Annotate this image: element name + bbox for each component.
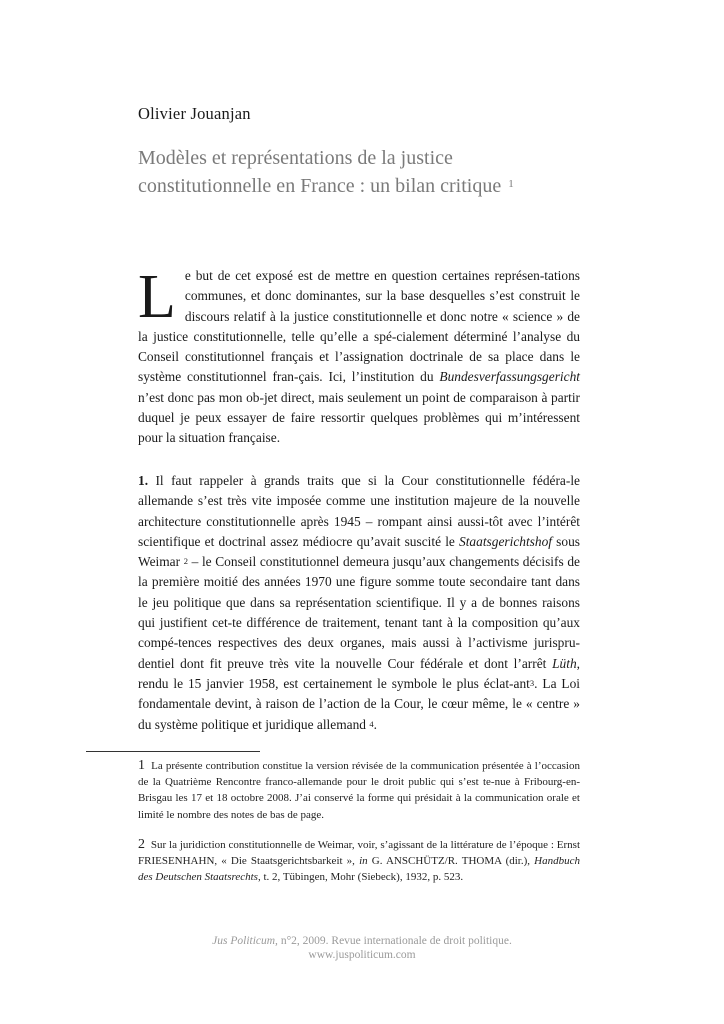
footnotes [138,758,580,899]
section-1-text-5: . La Loi fondamentale devint, à raison de l’action de la Cour, le cœur même, le « centre » du système politique et juridique allemand [138,675,581,732]
footnote-1-number: 1 [138,758,145,773]
footnote-2-italic: Handbuch des Deutschen Staatsrechts [138,855,580,884]
page-footer [0,934,724,962]
drop-cap: L [138,263,176,331]
article-title [138,144,608,200]
section-1-italic-staatsgerichtshof: Staatsgerichtshof [459,533,553,549]
footer-line-1 [0,934,724,948]
title-line-2 [138,172,608,200]
footnote-2-number: 2 [138,836,145,852]
footnote-ref-3[interactable]: 3 [529,677,535,688]
footnote-2-text-1: Sur la juridiction constitutionnelle de Weimar, voir, s’agissant de la littérature de l’époque : Ernst FRIESENHAHN, « Die Staatsgerichtsbarkeit », [138,838,581,868]
footnote-2 [138,837,580,886]
author-name: Olivier Jouanjan [138,104,251,123]
section-1-text-6: . [373,716,377,732]
footnote-2-in: in [359,855,368,868]
section-number: 1. [138,473,149,488]
footnote-2-text-3: , t. 2, Tübingen, Mohr (Siebeck), 1932, p. 523. [257,871,464,884]
paragraph-section-1 [138,471,580,735]
footer-line-1-rest: n°2, 2009. Revue internationale de droit politique. [277,935,512,947]
section-1-text-1: Il faut rappeler à grands traits que si la Cour constitutionnelle fédéra-le allemande s’est très vite imposée comme une institution majeure de la nouvelle architecture constitutionnelle après 1945 – rompant ainsi aussi-tôt avec l’intérêt scientifique et doctrinal assez médiocre qu’avait suscité le [138,473,580,549]
paragraph-intro-text-2: n’est donc pas mon ob-jet direct, mais seulement un point de comparaison à partir duquel je peux essayer de faire ressortir quelques problèmes qui m’intéressent pour la situation française. [138,389,580,446]
title-footnote-ref[interactable]: 1 [508,178,514,190]
footnote-ref-4[interactable]: 4 [369,718,374,729]
paragraph-intro-text-1: e but de cet exposé est de mettre en question certaines représen-tations communes, et donc dominantes, sur la base desquelles s’est construit le discours relatif à la justice constitutionnelle et donc notre « science » de la justice constitutionnelle, telle qu’elle a spé-cialement déterminé l’analyse du Conseil constitutionnel français et l’assignation doctrinale de sa place dans le système constitutionnel fran-çais. Ici, l’institution du [138,268,580,385]
paragraph-intro-italic: Bundesverfassungsgericht [439,369,580,385]
footnote-2-text-2: G. ANSCHÜTZ/R. THOMA (dir.), [367,855,535,868]
section-1-text-4: , rendu le 15 janvier 1958, est certainement le symbole le plus éclat-ant [138,655,580,691]
section-1-italic-luth: Lüth [552,655,577,671]
title-line-2-text: constitutionnelle en France : un bilan critique [138,175,502,197]
section-1-text-2: sous Weimar [138,533,580,570]
section-1-text-3: – le Conseil constitutionnel demeura jusqu’aux changements décisifs de la première moitié des années 1970 une figure somme toute secondaire tant dans le jeu politique que dans sa représentation scientifique. Il y a de bonnes raisons qui justifient cet-te différence de traitement, tenant tant à la composition qu’aux compé-tences respectives des deux organes, mais aussi à l’activisme jurispru-dentiel dont fit preuve très vite la nouvelle Cour fédérale et dont l’arrêt [138,554,580,671]
footnote-1-text: La présente contribution constitue la version révisée de la communication présentée à l’occasion de la Quatrième Rencontre franco-allemande pour le droit public qui s’est te-nue à Fribourg-en-Brisgau les 17 et 18 octobre 2008. J’ai conservé la forme qui présidait à la communication orale et limité le nombre des notes de bas de page. [138,760,580,821]
footnote-separator [86,751,260,752]
footer-journal: Jus Politicum, [212,935,278,947]
footnote-ref-2[interactable]: 2 [183,556,188,567]
paragraph-intro [138,263,580,449]
footer-url[interactable]: www.juspoliticum.com [308,949,416,961]
footnote-1 [138,758,580,823]
title-line-1: Modèles et représentations de la justice [138,147,453,169]
